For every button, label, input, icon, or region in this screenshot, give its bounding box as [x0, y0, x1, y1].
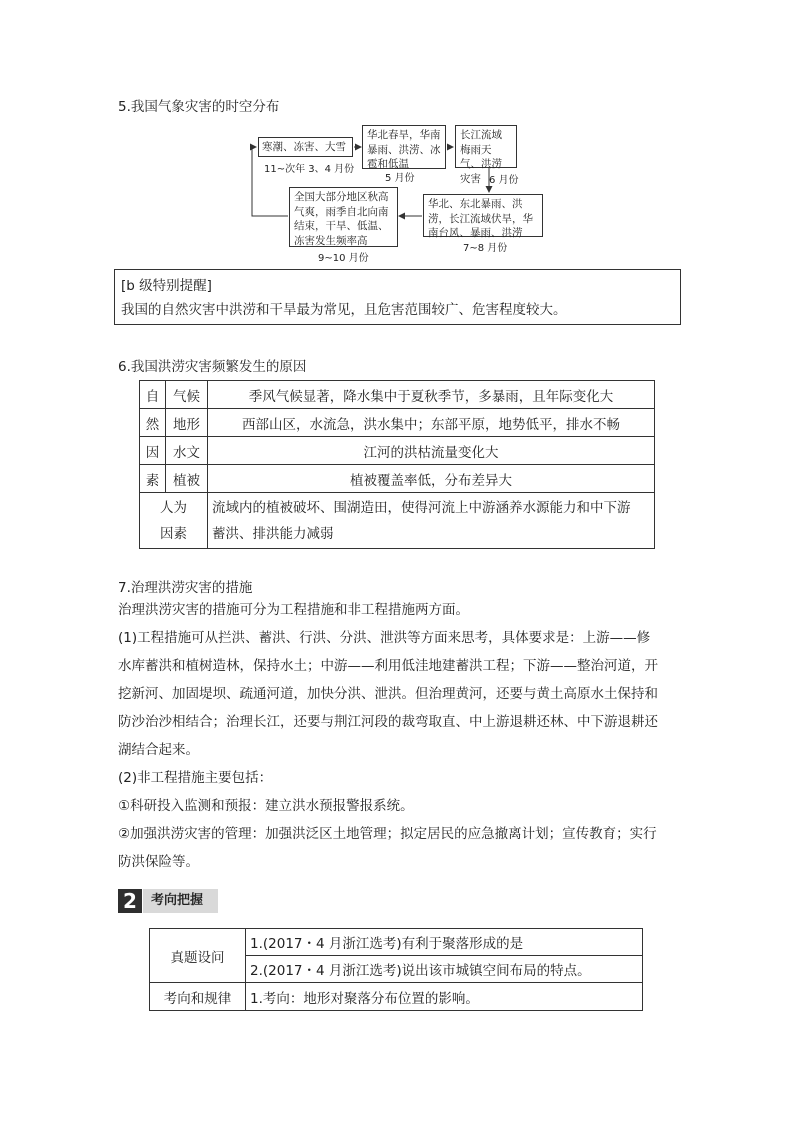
paragraph-line: 湖结合起来。 — [118, 742, 199, 758]
human-label-line: 因素 — [160, 525, 187, 542]
table-row — [150, 929, 643, 956]
direction-label: 考向和规律 — [150, 983, 246, 1011]
human-desc-line: 蓄洪、排洪能力减弱 — [212, 525, 334, 542]
flow-caption-may: 5 月份 — [385, 173, 415, 184]
paragraph-line: ②加强洪涝灾害的管理：加强洪泛区土地管理；拟定居民的应急撤离计划；宣传教育；实行 — [118, 826, 657, 842]
factor-cell: 水文 — [166, 437, 208, 465]
real-question-label: 真题设问 — [150, 929, 246, 983]
section5-title: 5.我国气象灾害的时空分布 — [118, 99, 280, 115]
flow-box-june-text: 长江流域梅雨天气、洪涝灾害 — [460, 129, 502, 185]
natural-factor-char: 因 — [140, 437, 166, 465]
natural-factor-char: 素 — [140, 465, 166, 493]
flow-caption-winter: 11~次年 3、4 月份 — [264, 164, 355, 175]
paragraph-line: ①科研投入监测和预报：建立洪水预报警报系统。 — [118, 798, 414, 814]
question-item: 1.(2017・4 月浙江选考)有利于聚落形成的是 — [246, 929, 643, 956]
factor-cell: 植被 — [166, 465, 208, 493]
section6-title: 6.我国洪涝灾害频繁发生的原因 — [118, 359, 307, 375]
flow-caption-sep-oct: 9~10 月份 — [318, 253, 369, 264]
human-label-line: 人为 — [160, 499, 187, 516]
natural-factor-char: 自 — [140, 381, 166, 409]
flow-box-sep-oct — [289, 187, 398, 247]
table-row — [150, 983, 643, 1011]
factor-desc: 江河的洪枯流量变化大 — [208, 437, 655, 465]
factor-desc: 西部山区，水流急，洪水集中；东部平原，地势低平，排水不畅 — [208, 409, 655, 437]
human-factor-desc — [208, 493, 655, 549]
table-row — [140, 493, 655, 549]
flow-box-july-aug-text: 华北、东北暴雨、洪涝，长江流域伏旱，华南台风、暴雨、洪涝 — [428, 198, 533, 239]
flood-causes-table — [139, 380, 655, 549]
direction-item: 1.考向：地形对聚落分布位置的影响。 — [246, 983, 643, 1011]
table-row — [140, 437, 655, 465]
section7-body — [118, 596, 688, 876]
section-number-badge: 2 — [118, 889, 142, 913]
section-label-badge: 考向把握 — [143, 889, 218, 913]
flow-box-sep-oct-text: 全国大部分地区秋高气爽，雨季自北向南结束，干旱、低温、冻害发生频率高 — [294, 191, 389, 247]
exam-direction-table — [149, 928, 643, 1011]
paragraph-line: (1)工程措施可从拦洪、蓄洪、行洪、分洪、泄洪等方面来思考，具体要求是：上游——修 — [118, 630, 651, 646]
question-item: 2.(2017・4 月浙江选考)说出该市城镇空间布局的特点。 — [246, 956, 643, 983]
human-desc-line: 流域内的植被破坏、围湖造田，使得河流上中游涵养水源能力和中下游 — [212, 499, 631, 516]
special-reminder-box — [114, 269, 681, 325]
section7-title: 7.治理洪涝灾害的措施 — [118, 580, 253, 596]
paragraph-line: 防沙治沙相结合；治理长江，还要与荆江河段的裁弯取直、中上游退耕还林、中下游退耕还 — [118, 714, 658, 730]
flow-box-july-aug — [423, 194, 543, 237]
factor-cell: 气候 — [166, 381, 208, 409]
flow-box-winter-text: 寒潮、冻害、大雪 — [262, 141, 346, 153]
paragraph-line: 治理洪涝灾害的措施可分为工程措施和非工程措施两方面。 — [118, 602, 469, 618]
factor-cell: 地形 — [166, 409, 208, 437]
natural-factor-char: 然 — [140, 409, 166, 437]
arrow-5-1 — [252, 147, 288, 216]
paragraph-line: 水库蓄洪和植树造林，保持水土；中游——利用低洼地建蓄洪工程；下游——整治河道，开 — [118, 658, 658, 674]
flow-box-winter — [258, 137, 353, 157]
paragraph-line: (2)非工程措施主要包括： — [118, 770, 273, 786]
flow-box-may-text: 华北春旱，华南暴雨、洪涝、冰雹和低温 — [367, 129, 441, 170]
flow-caption-june: 6 月份 — [489, 175, 519, 186]
flow-box-may — [362, 125, 446, 169]
reminder-text: 我国的自然灾害中洪涝和干旱最为常见，且危害范围较广、危害程度较大。 — [121, 302, 567, 318]
table-row — [140, 409, 655, 437]
paragraph-line: 挖新河、加固堤坝、疏通河道，加快分洪、泄洪。但治理黄河，还要与黄土高原水土保持和 — [118, 686, 658, 702]
flow-caption-july-aug: 7~8 月份 — [463, 243, 508, 254]
reminder-title: [b 级特别提醒] — [121, 278, 212, 294]
table-row — [140, 465, 655, 493]
human-factor-label — [140, 493, 208, 549]
paragraph-line: 防洪保险等。 — [118, 854, 199, 870]
factor-desc: 季风气候显著，降水集中于夏秋季节，多暴雨，且年际变化大 — [208, 381, 655, 409]
factor-desc: 植被覆盖率低，分布差异大 — [208, 465, 655, 493]
table-row — [140, 381, 655, 409]
